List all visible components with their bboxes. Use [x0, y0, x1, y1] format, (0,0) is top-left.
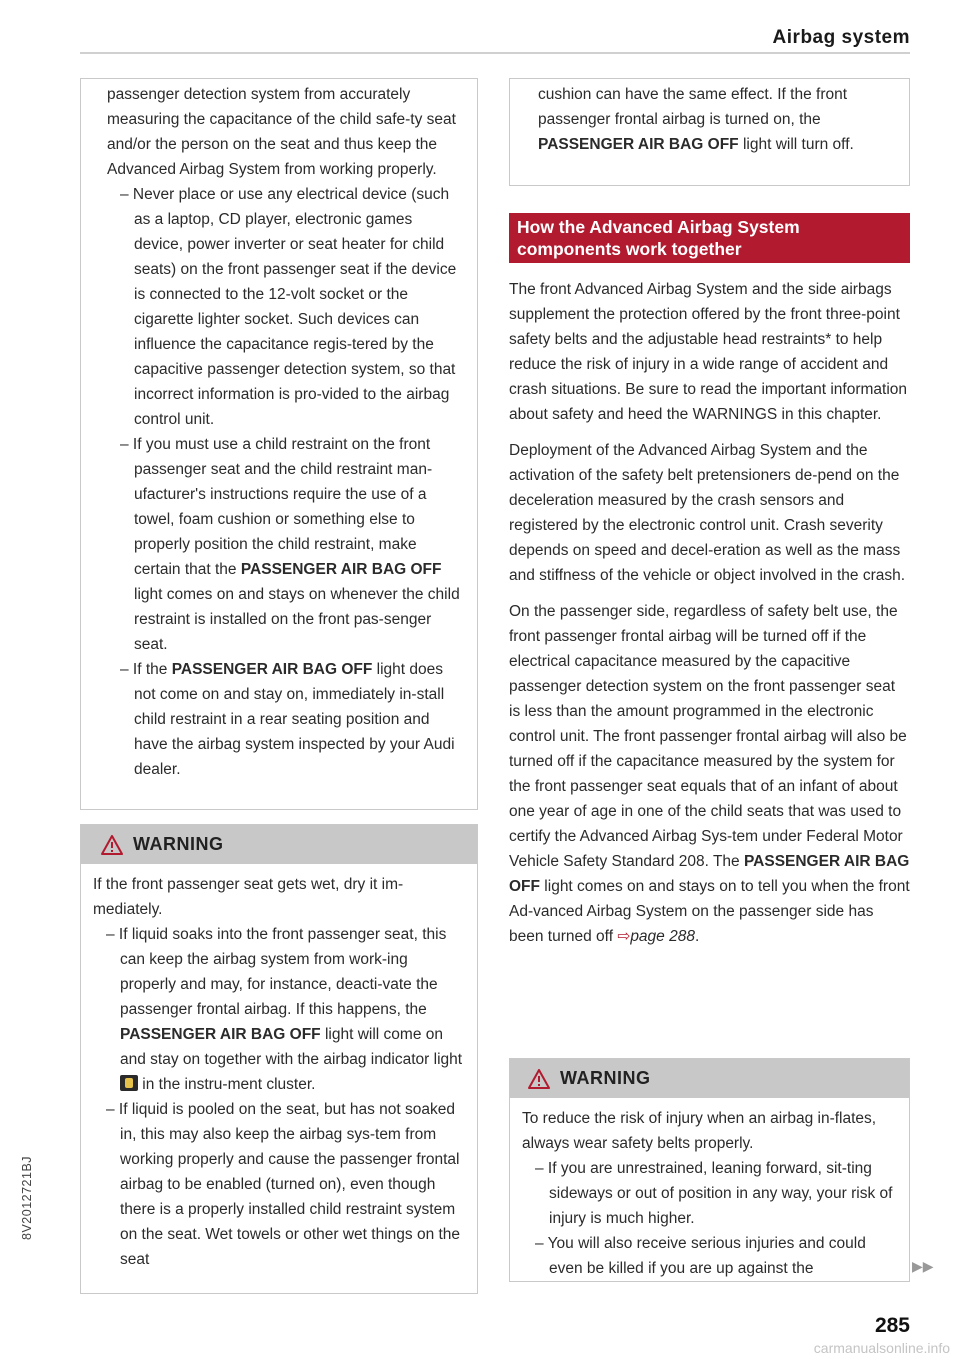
left-box-bullet: – If the PASSENGER AIR BAG OFF light does not come on and stay on, immediately in-stall child restraint in a rear seating position and have the airbag system inspected by your Audi dealer.	[120, 661, 455, 778]
warning-title: WARNING	[560, 1068, 651, 1088]
passenger-airbag-off-label: PASSENGER AIR BAG OFF	[120, 1026, 321, 1043]
left-info-box	[80, 78, 478, 810]
warning-bullet: – If liquid is pooled on the seat, but has not soaked in, this may also keep the airbag sys-tem from working properly and cause the passenger frontal airbag to be enabled (turned on), even though there is a properly installed child restraint system on the seat. Wet towels or other wet things on the seat	[106, 1101, 461, 1268]
header-rule	[80, 52, 910, 54]
watermark: carmanualsonline.info	[813, 1340, 950, 1356]
warning-title: WARNING	[133, 834, 224, 854]
left-box-bullet: – Never place or use any electrical device (such as a laptop, CD player, electronic games device, power inverter or seat heater for child seats) on the front passenger seat if the device is connected to the 12-volt socket or the cigarette lighter socket. Such devices can influence the capacitance regis-tered by the capacitive passenger detection system, so that incorrect information is pro-vided to the airbag control unit.	[120, 186, 457, 428]
right-warning-box	[509, 1058, 910, 1282]
passenger-airbag-off-label: PASSENGER AIR BAG OFF	[240, 561, 442, 578]
page-ref-arrow-icon: ⇨	[617, 928, 631, 945]
left-warning-box	[80, 824, 478, 1294]
passenger-airbag-off-label: PASSENGER AIR BAG OFF	[538, 136, 739, 153]
side-document-code: 8V2012721BJ	[20, 1155, 34, 1240]
warning-header	[81, 825, 477, 864]
warning-intro: To reduce the risk of injury when an airbag in-flates, always wear safety belts properly.	[522, 1110, 877, 1152]
right-column-body	[509, 277, 910, 960]
warning-header	[510, 1059, 909, 1098]
airbag-indicator-icon	[120, 1075, 138, 1091]
warning-bullet: – If liquid soaks into the front passenger seat, this can keep the airbag system from work-ing properly and may, for instance, deacti-vate the passenger frontal airbag. If this happens, the PASSENGER AIR BAG OFF light will come on and stay on together with the airbag indicator light in the instru-ment cluster.	[106, 926, 463, 1093]
page-number: 285	[874, 1314, 910, 1337]
left-box-paragraph: passenger detection system from accurately measuring the capacitance of the child safe-ty seat and/or the person on the seat and thus keep the Advanced Airbag System from working properly.	[107, 86, 456, 178]
page-header-title: Airbag system	[772, 27, 910, 48]
warning-triangle-icon	[528, 1069, 550, 1089]
right-info-box	[509, 78, 910, 186]
warning-bullet: – If you are unrestrained, leaning forward, sit-ting sideways or out of position in any way, your risk of injury is much higher.	[535, 1160, 893, 1227]
body-paragraph: The front Advanced Airbag System and the side airbags supplement the protection offered by the front three-point safety belts and the adjustable head restraints* to help reduce the risk of injury in a wide range of accident and crash situations. Be sure to read the important information about safety and heed the WARNINGS in this chapter.	[509, 281, 908, 423]
passenger-airbag-off-label: PASSENGER AIR BAG OFF	[171, 661, 373, 678]
left-box-bullet: – If you must use a child restraint on the front passenger seat and the child restraint man-ufacturer's instructions require the use of a towel, foam cushion or something else to properly position the child restraint, make certain that the PASSENGER AIR BAG OFF light comes on and stays on whenever the child restraint is installed on the front pas-senger seat.	[120, 436, 460, 653]
warning-intro: If the front passenger seat gets wet, dry it im-mediately.	[93, 876, 404, 918]
warning-bullet: – You will also receive serious injuries and could even be killed if you are up against the	[535, 1235, 866, 1277]
right-box-paragraph: cushion can have the same effect. If the front passenger frontal airbag is turned on, the PASSENGER AIR BAG OFF light will turn off.	[538, 86, 854, 153]
section-heading: How the Advanced Airbag System components work together	[509, 213, 910, 263]
body-paragraph: On the passenger side, regardless of safety belt use, the front passenger frontal airbag will be turned off if the electrical capacitance measured by the capacitive passenger detection system on the front passenger seat is less than the amount programmed in the electronic control unit. The front passenger frontal airbag will also be turned off if the capacitance measured by the system for the front passenger seat equals that of an infant of about one year of age in one of the child seats that was used to certify the Advanced Airbag Sys-tem under Federal Motor Vehicle Safety Standard 208. The PASSENGER AIR BAG OFF light comes on and stays on to tell you when the front Ad-vanced Airbag System on the passenger side has been turned off ⇨page 288.	[509, 603, 910, 945]
continue-arrow-icon: ▶▶	[912, 1258, 934, 1274]
warning-triangle-icon	[101, 835, 123, 855]
page-reference-link[interactable]: page 288	[630, 928, 695, 945]
passenger-airbag-off-label: PASSENGER AIR BAG OFF	[509, 853, 910, 895]
body-paragraph: Deployment of the Advanced Airbag System and the activation of the safety belt pretensioners de-pend on the deceleration measured by the crash sensors and registered by the electronic control unit. Crash severity depends on speed and decel-eration as well as the mass and stiffness of the vehicle or object involved in the crash.	[509, 442, 906, 584]
